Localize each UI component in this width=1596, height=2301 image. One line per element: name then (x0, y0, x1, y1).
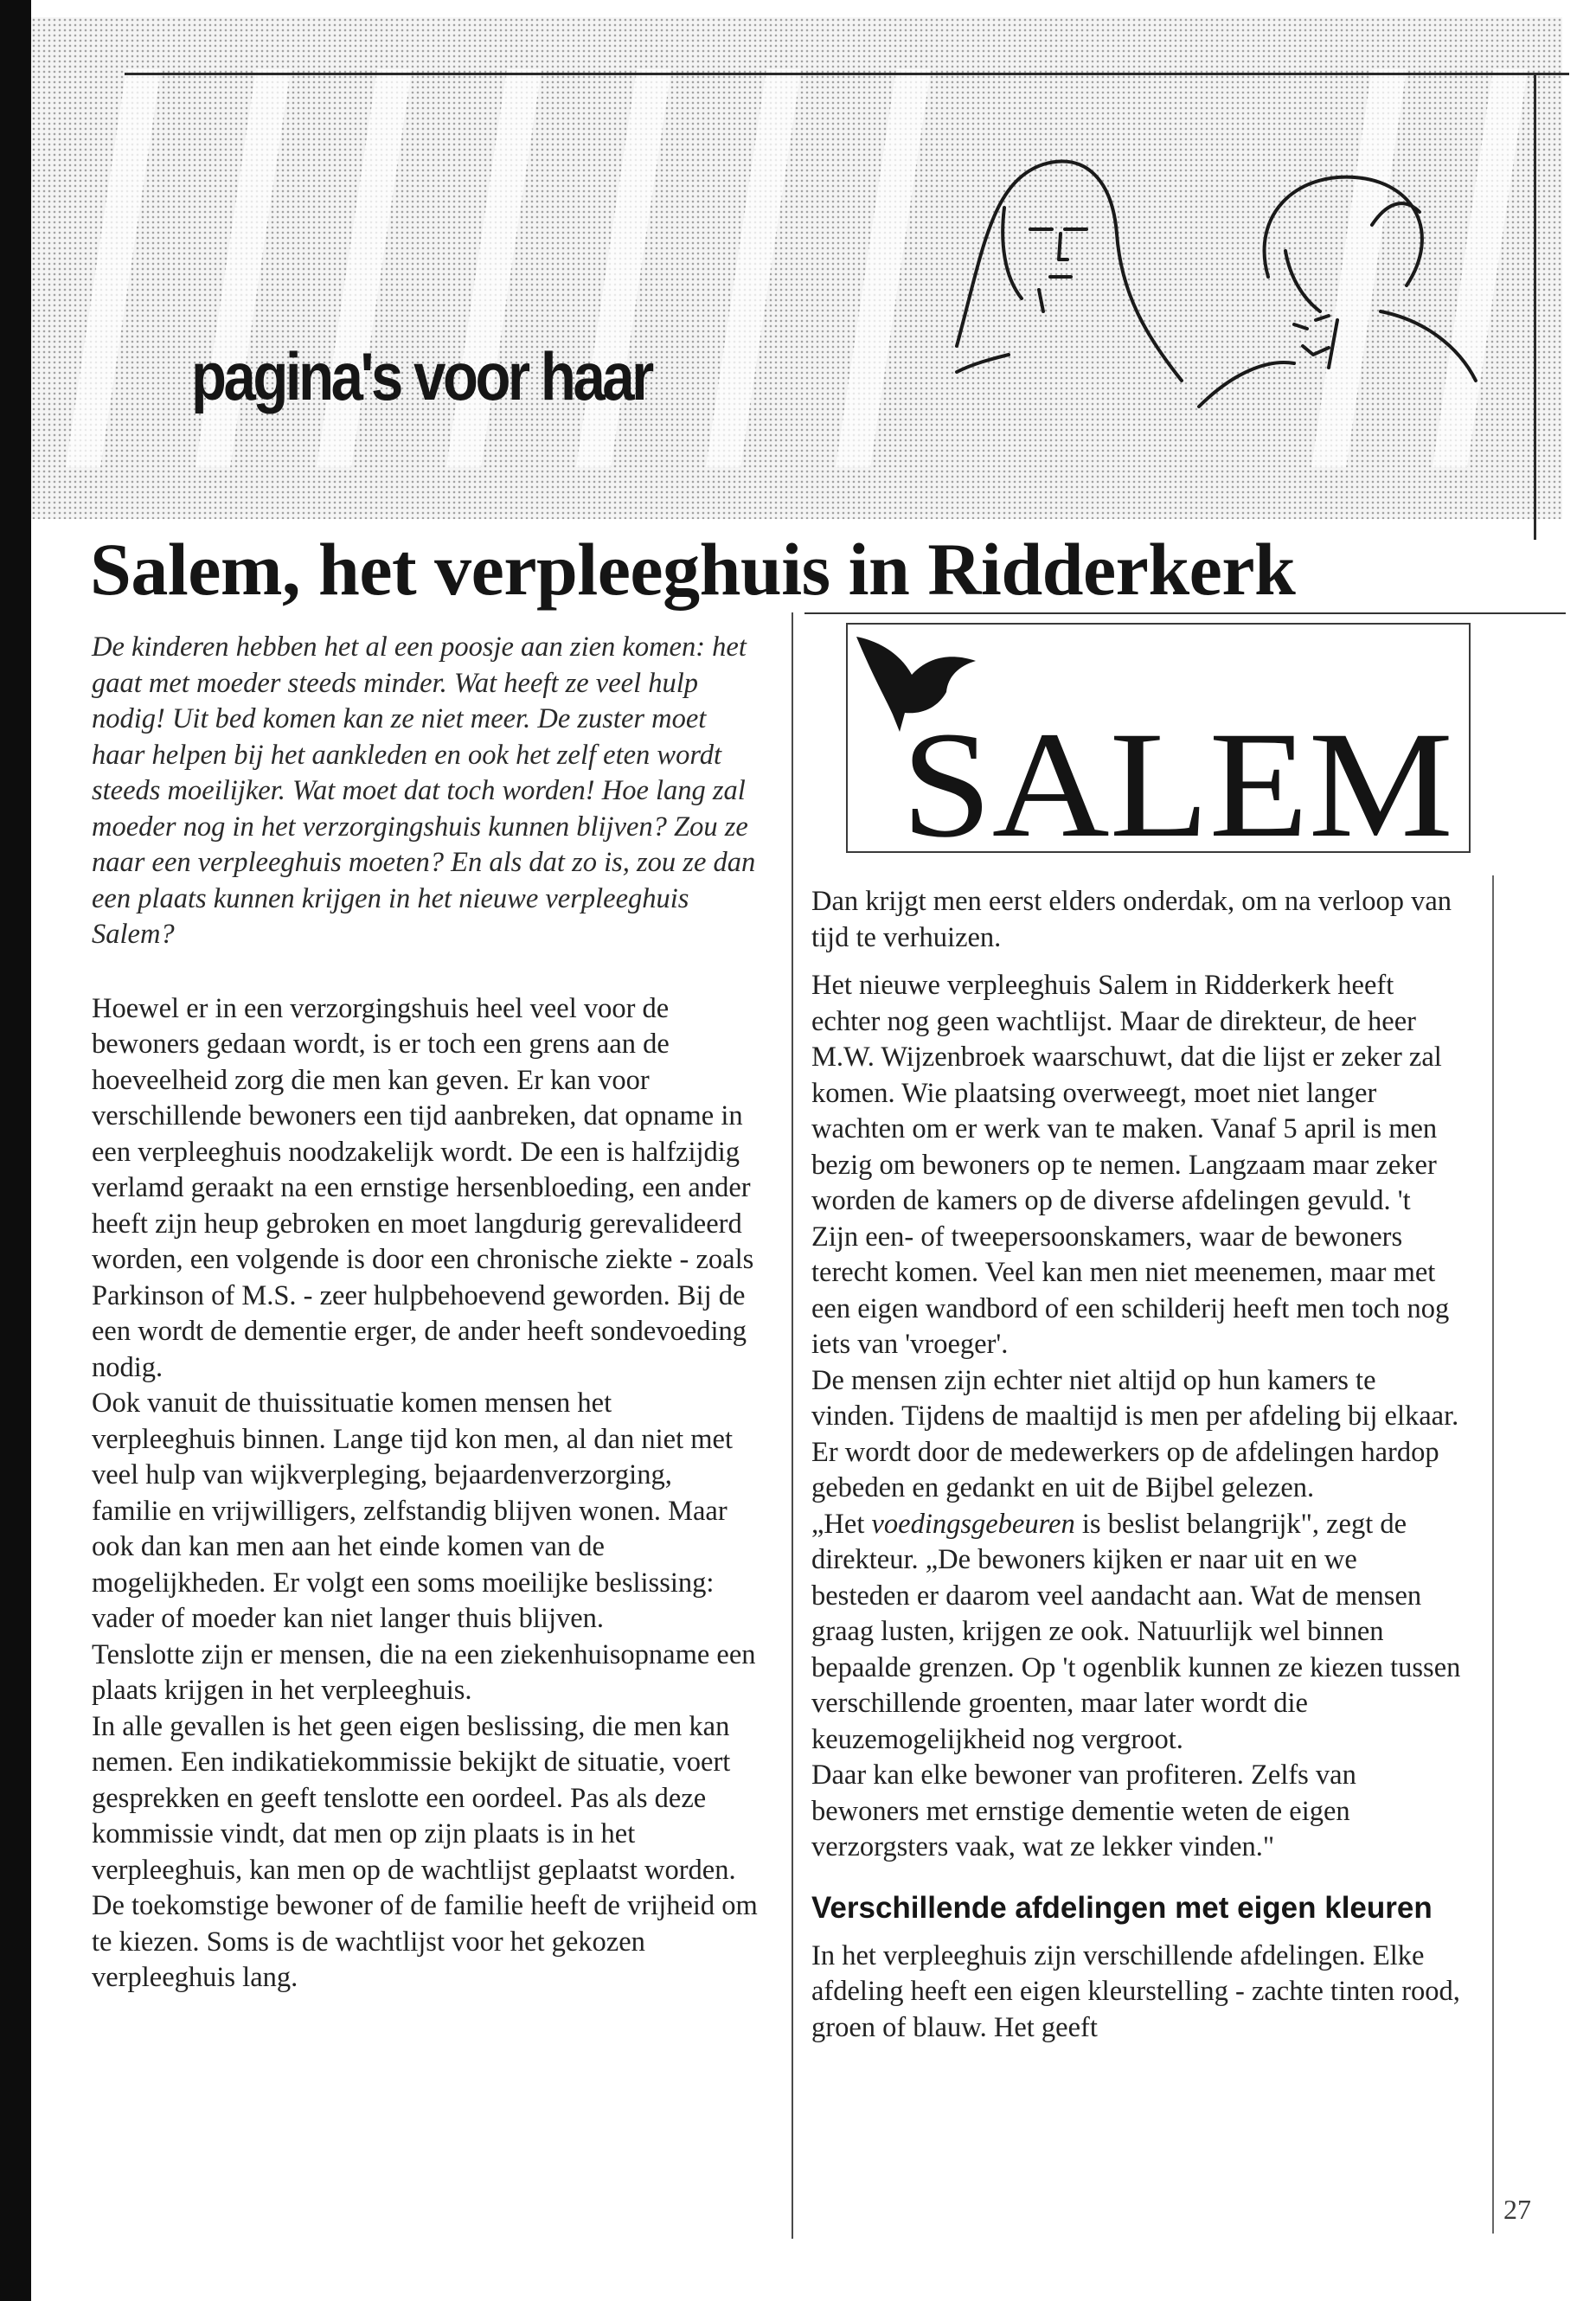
salem-logo-art (848, 625, 1469, 851)
body-paragraph: Ook vanuit de thuissituatie komen mensen het verpleeghuis binnen. Lange tijd kon men, al dan niet met veel hulp van wijkverpleging, bejaardenverzorging, familie en vrijwilligers, zelfstandig blijven wonen. Maar ook dan kan men aan het einde komen van de mogelijkheden. Er volgt een soms moeilijke beslissing: vader of moeder kan niet langer thuis blijven. (92, 1388, 733, 1634)
title-rule (804, 612, 1566, 614)
page-edge-rule (1492, 875, 1494, 2234)
woman-nose (1059, 234, 1067, 260)
quote-closing: Daar kan elke bewoner van profiteren. Zelfs van bewoners met ernstige dementie weten de eigen verzorgsters vaak, wat ze lekker vinden." (811, 1759, 1356, 1862)
section-label: pagina's voor haar (191, 338, 651, 414)
body-paragraph: In het verpleeghuis zijn verschillende afdelingen. Elke afdeling heeft een eigen kleurstelling - zachte tinten rood, groen of blauw. Het geeft (811, 1939, 1460, 2043)
header-rule-vertical (1534, 73, 1536, 540)
page-number: 27 (1503, 2194, 1531, 2225)
salem-logo (846, 623, 1471, 853)
body-paragraph: Het nieuwe verpleeghuis Salem in Ridderkerk heeft echter nog geen wachtlijst. Maar de direkteur, de heer M.W. Wijzenbroek waarschuwt, dat die lijst er zeker zal komen. Wie plaatsing overweegt, moet niet langer wachten om er werk van te maken. Vanaf 5 april is men bezig om bewoners op te nemen. Langzaam maar zeker worden de kamers op de diverse afdelingen gevuld. 't Zijn een- of tweepersoonskamers, waar de bewoners terecht komen. Veel kan men niet meenemen, maar met een eigen wandbord of een schilderij heeft men toch nog iets van 'vroeger'. (811, 970, 1450, 1360)
man-eyes (1294, 316, 1329, 329)
header-banner (31, 17, 1562, 519)
header-rule (125, 73, 1569, 75)
scan-edge-shadow (0, 0, 31, 2301)
man-shoulder-right (1381, 311, 1476, 381)
man-head-outline (1265, 177, 1422, 285)
article-intro: De kinderen hebben het al een poosje aan zien komen: het gaat met moeder steeds minder. Wat heeft ze veel hulp nodig! Uit bed komen kan ze niet meer. De zuster moet haar helpen bij het aankleden en ook het zelf eten wordt steeds moeilijker. Wat moet dat toch worden! Hoe lang zal moeder nog in het verzorgingshuis kunnen blijven? Zou ze naar een verpleeghuis moeten? En als dat zo is, zou ze dan een plaats kunnen krijgen in het nieuwe verpleeghuis Salem? (92, 631, 756, 950)
column-divider (792, 612, 793, 2239)
director-quote (811, 1507, 1462, 1759)
body-paragraph: In alle gevallen is het geen eigen beslissing, die men kan nemen. Een indikatiekommissie bekijkt de situatie, voert gesprekken en geeft tenslotte een oordeel. Pas als deze kommissie vindt, dat men op zijn plaats is in het verpleeghuis, kan men op de wachtlijst geplaatst worden. De toekomstige bewoner of de familie heeft de vrijheid om te kiezen. Soms is de wachtlijst voor het gekozen verpleeghuis lang. (92, 1710, 758, 1993)
right-column (811, 884, 1462, 2046)
woman-hair-outline (957, 162, 1182, 381)
article-title: Salem, het verpleeghuis in Ridderkerk (90, 528, 1296, 611)
logo-wordmark: SALEM (901, 701, 1453, 851)
body-paragraph: Dan krijgt men eerst elders onderdak, om na verloop van tijd te verhuizen. (811, 886, 1452, 953)
left-column (92, 630, 758, 1997)
section-subheading: Verschillende afdelingen met eigen kleuren (811, 1890, 1433, 1925)
quote-text: is beslist belangrijk", zegt de direkteur. „De bewoners kijken er naar uit en we besteden er daarom veel aandacht aan. Wat de mensen graag lusten, krijgen ze ook. Natuurlijk wel binnen bepaalde grenzen. Op 't ogenblik kunnen ze kiezen tussen verschillende groenten, maar later wordt die keuzemogelijkheid nog vergroot. (811, 1508, 1461, 1755)
man-shoulder-left (1199, 362, 1294, 407)
body-paragraph: De mensen zijn echter niet altijd op hun kamers te vinden. Tijdens de maaltijd is men per afdeling bij elkaar. Er wordt door de medewerkers op de afdelingen hardop gebeden en gedankt en uit de Bijbel gelezen. (811, 1364, 1459, 1503)
portrait-illustration (922, 147, 1484, 433)
man-mouth (1303, 346, 1329, 355)
body-paragraph: Hoewel er in een verzorgingshuis heel veel voor de bewoners gedaan wordt, is er toch een grens aan de hoeveelheid zorg die men kan geven. Er kan voor verschillende bewoners een tijd aanbreken, dat opname in een verpleeghuis noodzakelijk wordt. De een is halfzijdig verlamd geraakt na een ernstige hersenbloeding, een ander heeft zijn heup gebroken en moet langdurig gerevalideerd worden, een volgende is door een chronische ziekte - zoals Parkinson of M.S. - zeer hulpbehoevend geworden. Bij de een wordt de dementie erger, de ander heeft sondevoeding nodig. (92, 992, 754, 1383)
quote-emphasis: voedingsgebeuren (871, 1508, 1075, 1540)
body-paragraph: Tenslotte zijn er mensen, die na een ziekenhuisopname een plaats krijgen in het verpleeghuis. (92, 1638, 756, 1706)
quote-open: „Het (811, 1508, 872, 1540)
